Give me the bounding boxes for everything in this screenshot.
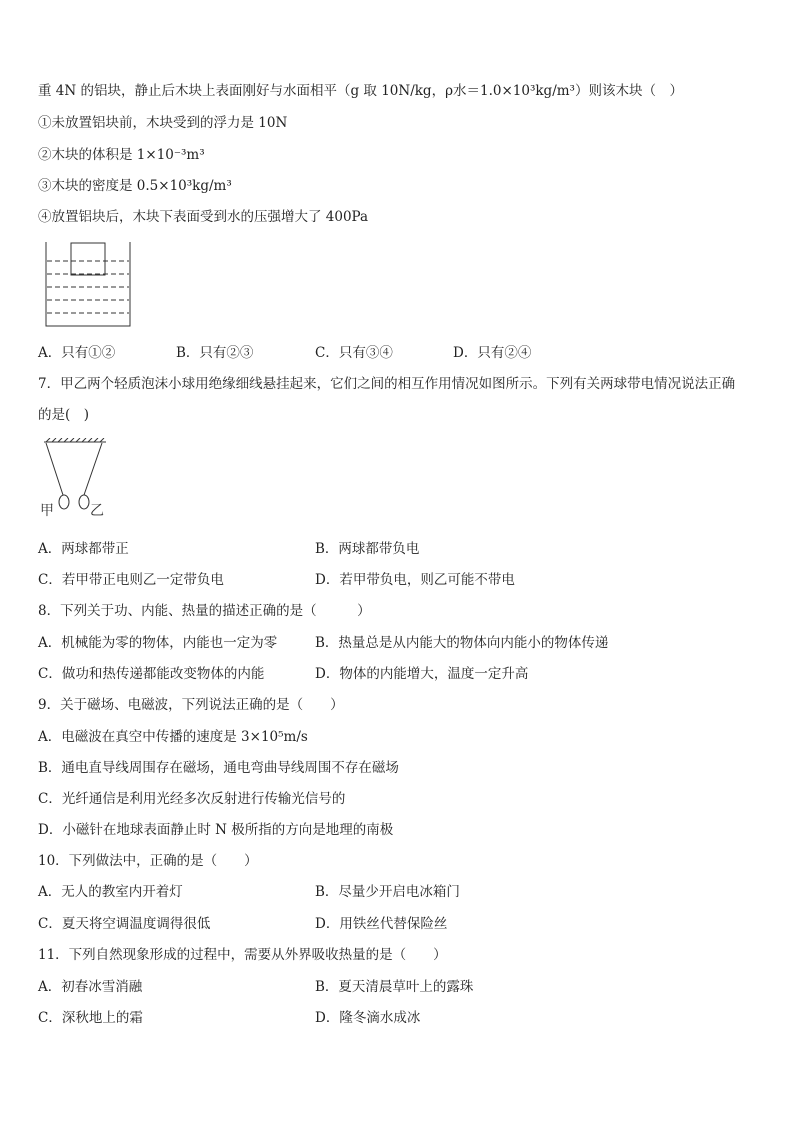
q7-stem-line2: 的是( ) [38,407,90,423]
label-jia: 甲 [40,503,54,519]
q8-option-d[interactable]: D．物体的内能增大，温度一定升高 [315,666,529,682]
q9-option-b[interactable]: B．通电直导线周围存在磁场，通电弯曲导线周围不存在磁场 [38,760,399,776]
q7-option-b[interactable]: B．两球都带负电 [315,541,420,557]
q9-stem: 9．关于磁场、电磁波，下列说法正确的是（ ） [38,697,344,713]
q9-option-c[interactable]: C．光纤通信是利用光经多次反射进行传输光信号的 [38,791,346,807]
q6-option-c[interactable]: C．只有③④ [315,345,393,361]
q6-statement-1: ①未放置铝块前，木块受到的浮力是 10N [38,115,288,131]
q10-option-d[interactable]: D．用铁丝代替保险丝 [315,916,448,932]
q10-option-c[interactable]: C．夏天将空调温度调得很低 [38,916,211,932]
q10-stem: 10．下列做法中，正确的是（ ） [38,853,258,869]
q11-stem: 11．下列自然现象形成的过程中，需要从外界吸收热量的是（ ） [38,947,447,963]
hanging-balls-figure [40,438,110,520]
q7-option-a[interactable]: A．两球都带正 [38,541,129,557]
q9-option-d[interactable]: D．小磁针在地球表面静止时 N 极所指的方向是地理的南极 [38,822,394,838]
q11-option-d[interactable]: D．隆冬滴水成冰 [315,1010,421,1026]
label-yi: 乙 [90,503,104,519]
q6-option-a[interactable]: A．只有①② [38,345,116,361]
q6-statement-3: ③木块的密度是 0.5×10³kg/m³ [38,178,232,194]
thread-left [46,443,63,495]
q8-option-b[interactable]: B．热量总是从内能大的物体向内能小的物体传递 [315,635,609,651]
q6-statement-2: ②木块的体积是 1×10⁻³m³ [38,147,205,163]
q10-option-a[interactable]: A．无人的教室内开着灯 [38,884,183,900]
ceiling-hatching [46,438,104,442]
q11-option-c[interactable]: C．深秋地上的霜 [38,1010,143,1026]
q8-option-a[interactable]: A．机械能为零的物体，内能也一定为零 [38,635,278,651]
q8-option-c[interactable]: C．做功和热传递都能改变物体的内能 [38,666,265,682]
q11-option-b[interactable]: B．夏天清晨草叶上的露珠 [315,979,474,995]
q11-option-a[interactable]: A．初春冰雪消融 [38,979,143,995]
q6-option-d[interactable]: D．只有②④ [453,345,532,361]
beaker-wood-block-figure [40,240,136,332]
thread-right [84,443,102,495]
q8-stem: 8．下列关于功、内能、热量的描述正确的是（ ） [38,603,371,619]
q10-option-b[interactable]: B．尽量少开启电冰箱门 [315,884,460,900]
q7-stem-line1: 7．甲乙两个轻质泡沫小球用绝缘细线悬挂起来，它们之间的相互作用情况如图所示。下列有关两球带电情况说法正确 [38,376,736,392]
q7-option-d[interactable]: D．若甲带负电，则乙可能不带电 [315,572,515,588]
q9-option-a[interactable]: A．电磁波在真空中传播的速度是 3×10⁵m/s [38,729,308,745]
ball-jia [59,495,69,509]
q6-option-b[interactable]: B．只有②③ [176,345,254,361]
ball-yi [79,495,89,509]
q6-stem: 重 4N 的铝块，静止后木块上表面刚好与水面相平（g 取 10N/kg，ρ水＝1.0×10³kg/m³）则该木块（ ） [38,83,683,99]
wood-block [71,243,105,275]
q6-statement-4: ④放置铝块后，木块下表面受到水的压强增大了 400Pa [38,209,369,225]
q7-option-c[interactable]: C．若甲带正电则乙一定带负电 [38,572,224,588]
